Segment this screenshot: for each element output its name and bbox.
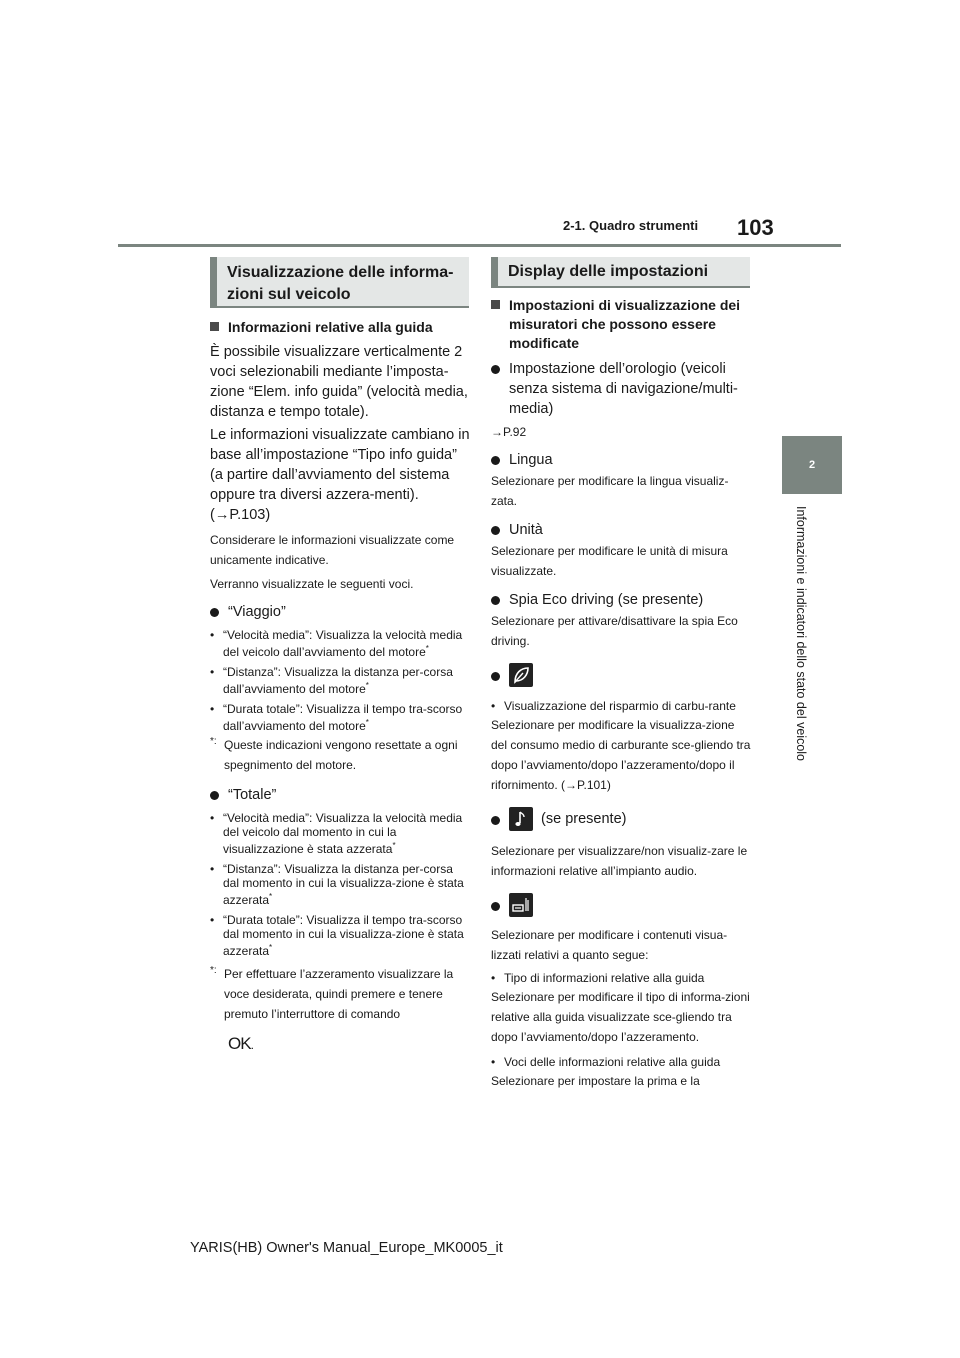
bullet-lingua xyxy=(491,450,753,470)
chapter-tab xyxy=(782,436,842,494)
chapter-title: Informazioni e indicatori dello stato del veicolo xyxy=(794,506,808,761)
note: Verranno visualizzate le seguenti voci. xyxy=(210,577,414,591)
bullet-icon xyxy=(491,596,500,605)
list-item: • “Durata totale”: Visualizza il tempo tra-scorso dall’avviamento del motore* xyxy=(210,702,463,733)
bullet-clock xyxy=(491,359,753,419)
bullet-viaggio xyxy=(210,602,472,622)
page-number: 103 xyxy=(737,215,774,240)
list-item: • Visualizzazione del risparmio di carbu-rante xyxy=(491,699,736,713)
subhead-driving-info xyxy=(210,318,472,337)
bullet-leaf xyxy=(491,663,753,689)
list-item: • Voci delle informazioni relative alla guida xyxy=(491,1055,721,1069)
bullet-drive xyxy=(491,893,753,919)
bullet-icon xyxy=(491,672,500,681)
bullet-audio xyxy=(491,807,753,833)
bullet-text: Impostazione dell’orologio (veicoli senza sistema di navigazione/multi-media) xyxy=(509,361,738,417)
list-item: • Tipo di informazioni relative alla guida xyxy=(491,971,705,985)
bullet-text: (se presente) xyxy=(541,810,627,827)
right-section-heading: Display delle impostazioni xyxy=(491,257,750,288)
chapter-number: 2 xyxy=(808,459,816,471)
bullet-text: “Totale” xyxy=(228,787,277,803)
header-rule xyxy=(118,244,841,247)
square-bullet-icon xyxy=(491,300,500,309)
footer-manual-id: YARIS(HB) Owner's Manual_Europe_MK0005_it xyxy=(190,1240,503,1256)
description: Selezionare per modificare la lingua visualiz-zata. xyxy=(491,474,729,508)
bullet-text: Spia Eco driving (se presente) xyxy=(509,592,704,608)
subhead-text: Impostazioni di visualizzazione dei misuratori che possono essere modificate xyxy=(509,297,741,351)
list-item: • “Distanza”: Visualizza la distanza per-corsa dall’avviamento del motore* xyxy=(210,665,453,696)
left-column xyxy=(210,257,472,1055)
description: Selezionare per modificare i contenuti visua-lizzati relativi a quanto segue: xyxy=(491,928,728,962)
description: Selezionare per impostare la prima e la xyxy=(491,1074,700,1088)
bullet-text: Unità xyxy=(509,522,543,538)
note: Considerare le informazioni visualizzate come unicamente indicative. xyxy=(210,533,455,567)
bullet-icon xyxy=(491,902,500,911)
description: Selezionare per modificare le unità di misura visualizzate. xyxy=(491,544,728,578)
page-reference: →P.92 xyxy=(491,425,527,439)
bullet-icon xyxy=(491,816,500,825)
left-section-heading: Visualizzazione delle informa-zioni sul veicolo xyxy=(210,257,469,308)
paragraph: È possibile visualizzare verticalmente 2 voci selezionabili mediante l’imposta-zione “Elem. info guida” (velocità media, distanza e tempo totale). xyxy=(210,344,468,420)
bullet-text: “Viaggio” xyxy=(228,604,286,620)
bullet-eco xyxy=(491,590,753,610)
section-title: 2-1. Quadro strumenti xyxy=(563,218,699,233)
leaf-icon xyxy=(509,663,533,687)
paragraph: Le informazioni visualizzate cambiano in base all’impostazione “Tipo info guida” (a partire dall’avviamento del sistema oppure tra diversi azzera-menti). (→P.103) xyxy=(210,427,470,523)
list-item: • “Velocità media”: Visualizza la velocità media del veicolo dal momento in cui la visualizzazione è stata azzerata* xyxy=(210,811,463,856)
list-item: • “Distanza”: Visualizza la distanza per-corsa dal momento in cui la visualizza-zione è stata azzerata* xyxy=(210,862,464,907)
description: Selezionare per modificare il tipo di informa-zioni relative alla guida visualizzate sce-gliendo tra dopo l’avviamento/dopo l’azzeramento. xyxy=(491,990,750,1044)
subhead-settings xyxy=(491,296,753,353)
footnote: *: Per effettuare l’azzeramento visualizzare la voce desiderata, quindi premere e tenere premuto l’interruttore di comando xyxy=(210,965,454,1021)
ok-switch-icon: OK xyxy=(228,1034,251,1053)
list-item: • “Velocità media”: Visualizza la velocità media del veicolo dall’avviamento del motore* xyxy=(210,628,463,659)
bullet-icon xyxy=(491,456,500,465)
bullet-totale xyxy=(210,785,472,805)
description: Selezionare per visualizzare/non visualiz-zare le informazioni relative all’impianto audio. xyxy=(491,844,748,878)
square-bullet-icon xyxy=(210,322,219,331)
bullet-icon xyxy=(491,526,500,535)
totale-list xyxy=(210,811,472,958)
driving-info-icon xyxy=(509,893,533,917)
subhead-text: Informazioni relative alla guida xyxy=(228,319,433,335)
bullet-icon xyxy=(210,608,219,617)
footnote: *: Queste indicazioni vengono resettate a ogni spegnimento del motore. xyxy=(210,736,458,772)
ok-switch-line: OK. xyxy=(228,1034,254,1053)
list-item: • “Durata totale”: Visualizza il tempo tra-scorso dal momento in cui la visualizza-zione è stata azzerata* xyxy=(210,913,464,958)
description: Selezionare per attivare/disattivare la spia Eco driving. xyxy=(491,614,738,648)
right-column xyxy=(491,257,753,1091)
bullet-text: Lingua xyxy=(509,452,553,468)
description: Selezionare per modificare la visualizza-zione del consumo medio di carburante sce-gliendo tra dopo l’avviamento/dopo l’azzeramento/dopo il rifornimento. (→P.101) xyxy=(491,718,751,792)
bullet-unita xyxy=(491,520,753,540)
viaggio-list xyxy=(210,628,472,733)
bullet-icon xyxy=(210,791,219,800)
music-note-icon xyxy=(509,807,533,831)
bullet-icon xyxy=(491,365,500,374)
